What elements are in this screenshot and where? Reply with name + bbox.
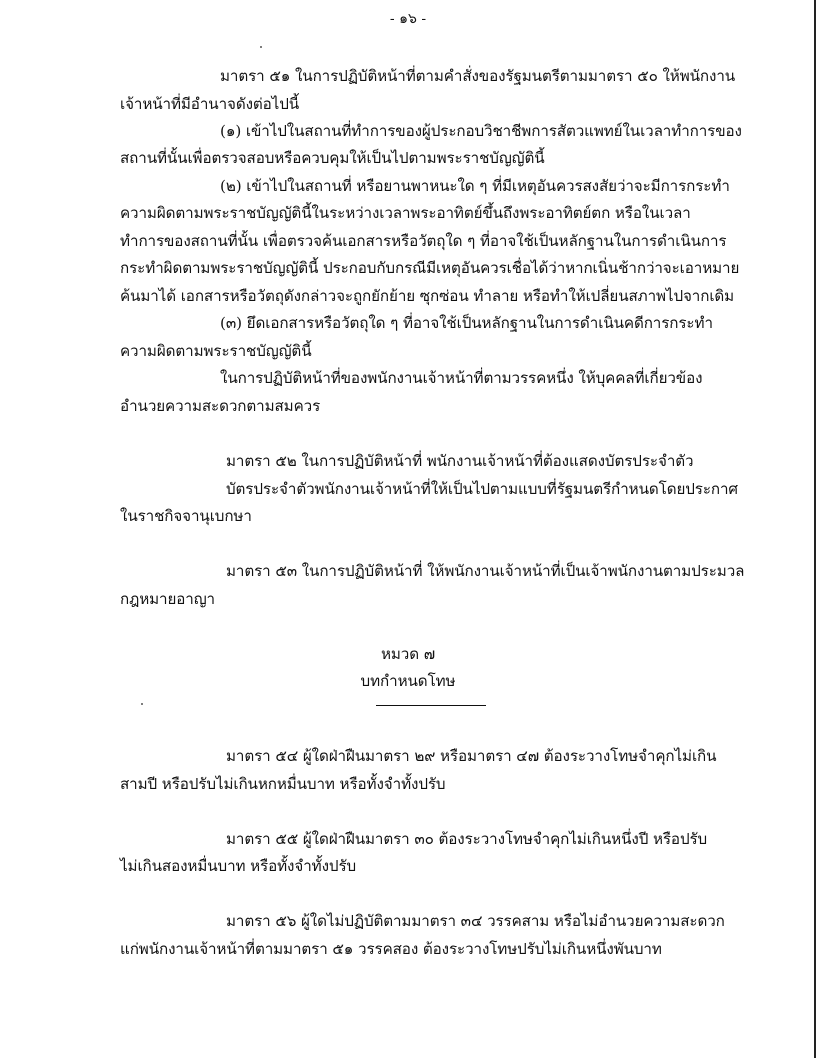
section-51-item-2-line-3: ทำการของสถานที่นั้น เพื่อตรวจค้นเอกสารหรือวัตถุใด ๆ ที่อาจใช้เป็นหลักฐานในการดำเนินการ	[120, 232, 727, 250]
section-55-line-2: ไม่เกินสองหมื่นบาท หรือทั้งจำทั้งปรับ	[120, 857, 357, 875]
section-51-para-line-1: ในการปฏิบัติหน้าที่ของพนักงานเจ้าหน้าที่ตามวรรคหนึ่ง ให้บุคคลที่เกี่ยวข้อง	[220, 369, 703, 387]
section-51-line-1: มาตรา ๕๑ ในการปฏิบัติหน้าที่ตามคำสั่งของรัฐมนตรีตามมาตรา ๕๐ ให้พนักงาน	[220, 67, 736, 85]
section-52-line-1: มาตรา ๕๒ ในการปฏิบัติหน้าที่ พนักงานเจ้าหน้าที่ต้องแสดงบัตรประจำตัว	[226, 452, 694, 470]
section-54-line-1: มาตรา ๕๔ ผู้ใดฝ่าฝืนมาตรา ๒๙ หรือมาตรา ๔๗ ต้องระวางโทษจำคุกไม่เกิน	[226, 747, 717, 765]
section-56-line-2: แก่พนักงานเจ้าหน้าที่ตามมาตรา ๕๑ วรรคสอง ต้องระวางโทษปรับไม่เกินหนึ่งพันบาท	[120, 940, 662, 958]
scan-speck	[141, 703, 143, 705]
chapter-underline	[376, 705, 486, 706]
section-51-item-3-line-1: (๓) ยึดเอกสารหรือวัตถุใด ๆ ที่อาจใช้เป็นหลักฐานในการดำเนินคดีการกระทำ	[220, 314, 713, 332]
chapter-title: บทกำหนดโทษ	[360, 672, 456, 690]
section-51-item-2-line-5: ค้นมาได้ เอกสารหรือวัตถุดังกล่าวจะถูกยักย้าย ซุกซ่อน ทำลาย หรือทำให้เปลี่ยนสภาพไปจากเดิม	[120, 287, 735, 305]
section-51-item-1-line-2: สถานที่นั้นเพื่อตรวจสอบหรือควบคุมให้เป็นไปตามพระราชบัญญัตินี้	[120, 149, 545, 167]
section-51-item-2-line-4: กระทำผิดตามพระราชบัญญัตินี้ ประกอบกับกรณีมีเหตุอันควรเชื่อได้ว่าหากเนิ่นช้ากว่าจะเอาหมาย	[120, 259, 740, 277]
section-51-line-2: เจ้าหน้าที่มีอำนาจดังต่อไปนี้	[120, 95, 300, 113]
page-number: - ๑๖ -	[389, 11, 427, 27]
section-51-item-2-line-1: (๒) เข้าไปในสถานที่ หรือยานพาหนะใด ๆ ที่มีเหตุอันควรสงสัยว่าจะมีการกระทำ	[220, 177, 730, 195]
section-52-line-2: บัตรประจำตัวพนักงานเจ้าหน้าที่ให้เป็นไปตามแบบที่รัฐมนตรีกำหนดโดยประกาศ	[226, 480, 738, 498]
section-54-line-2: สามปี หรือปรับไม่เกินหกหมื่นบาท หรือทั้งจำทั้งปรับ	[120, 775, 446, 793]
section-53-line-2: กฎหมายอาญา	[120, 590, 215, 608]
section-51-item-2-line-2: ความผิดตามพระราชบัญญัตินี้ในระหว่างเวลาพระอาทิตย์ขึ้นถึงพระอาทิตย์ตก หรือในเวลา	[120, 204, 691, 222]
section-51-para-line-2: อำนวยความสะดวกตามสมควร	[120, 397, 321, 415]
chapter-number: หมวด ๗	[380, 645, 436, 663]
scan-speck	[260, 46, 262, 48]
section-51-item-3-line-2: ความผิดตามพระราชบัญญัตินี้	[120, 342, 312, 360]
section-55-line-1: มาตรา ๕๕ ผู้ใดฝ่าฝืนมาตรา ๓๐ ต้องระวางโทษจำคุกไม่เกินหนึ่งปี หรือปรับ	[226, 830, 708, 848]
section-51-item-1-line-1: (๑) เข้าไปในสถานที่ทำการของผู้ประกอบวิชาชีพการสัตวแพทย์ในเวลาทำการของ	[220, 122, 742, 140]
section-53-line-1: มาตรา ๕๓ ในการปฏิบัติหน้าที่ ให้พนักงานเจ้าหน้าที่เป็นเจ้าพนักงานตามประมวล	[226, 562, 745, 580]
section-56-line-1: มาตรา ๕๖ ผู้ใดไม่ปฏิบัติตามมาตรา ๓๔ วรรคสาม หรือไม่อำนวยความสะดวก	[226, 912, 725, 930]
section-52-line-3: ในราชกิจจานุเบกษา	[120, 507, 252, 525]
